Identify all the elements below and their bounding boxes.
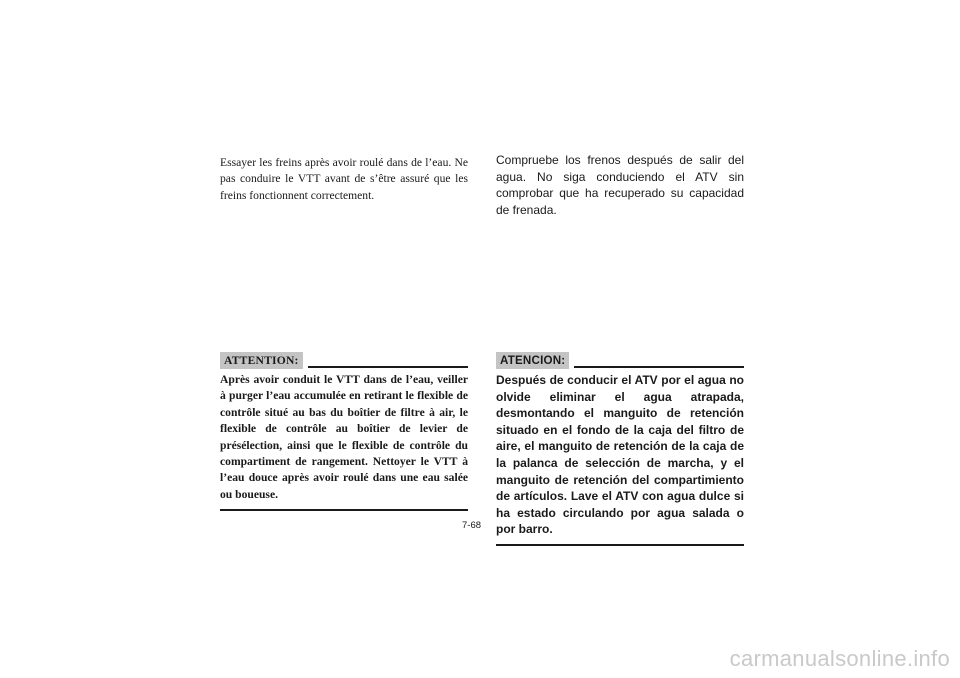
spanish-notice-text: Después de conducir el ATV por el agua no olvide eliminar el agua atrapada, desmontando el manguito de retención situado en el fondo de la caja del filtro de aire, el manguito de retención de la caja de la palanca de selección de marcha, y el manguito de retención del compartimiento de artículos. Lave el ATV con agua dulce si ha estado circulando por agua salada o por barro. bbox=[496, 373, 744, 537]
french-notice-label: ATTENTION: bbox=[220, 352, 303, 369]
french-column-top bbox=[220, 155, 468, 204]
french-intro-paragraph: Essayer les freins après avoir roulé dans de l’eau. Ne pas conduire le VTT avant de s’être assuré que les freins fonctionnent correctement. bbox=[220, 156, 468, 202]
french-attention-notice bbox=[220, 351, 468, 511]
spanish-intro-paragraph: Compruebe los frenos después de salir del agua. No siga conduciendo el ATV sin comprobar que ha recuperado su capacidad de frenada. bbox=[496, 153, 744, 217]
spanish-notice-label: ATENCION: bbox=[496, 352, 569, 369]
spanish-notice-bottom-rule bbox=[496, 544, 744, 546]
french-notice-top-rule bbox=[308, 366, 468, 368]
french-notice-text: Après avoir conduit le VTT dans de l’eau, veiller à purger l’eau accumulée en retirant le flexible de contrôle situé au bas du boîtier de filtre à air, le flexible de contrôle au boîtier de levier de présélection, ainsi que le flexible de contrôle du compartiment de rangement. Nettoyer le VTT à l’eau douce après avoir roulé dans une eau salée ou boueuse. bbox=[220, 373, 468, 501]
watermark: carmanualsonline.info bbox=[729, 646, 950, 671]
page-number: 7-68 bbox=[462, 520, 482, 531]
spanish-notice-top-rule bbox=[574, 366, 744, 368]
french-notice-bottom-rule bbox=[220, 509, 468, 511]
spanish-column-top bbox=[496, 152, 744, 218]
spanish-notice-header bbox=[496, 351, 744, 369]
spanish-attention-notice bbox=[496, 351, 744, 546]
french-notice-header bbox=[220, 351, 468, 369]
